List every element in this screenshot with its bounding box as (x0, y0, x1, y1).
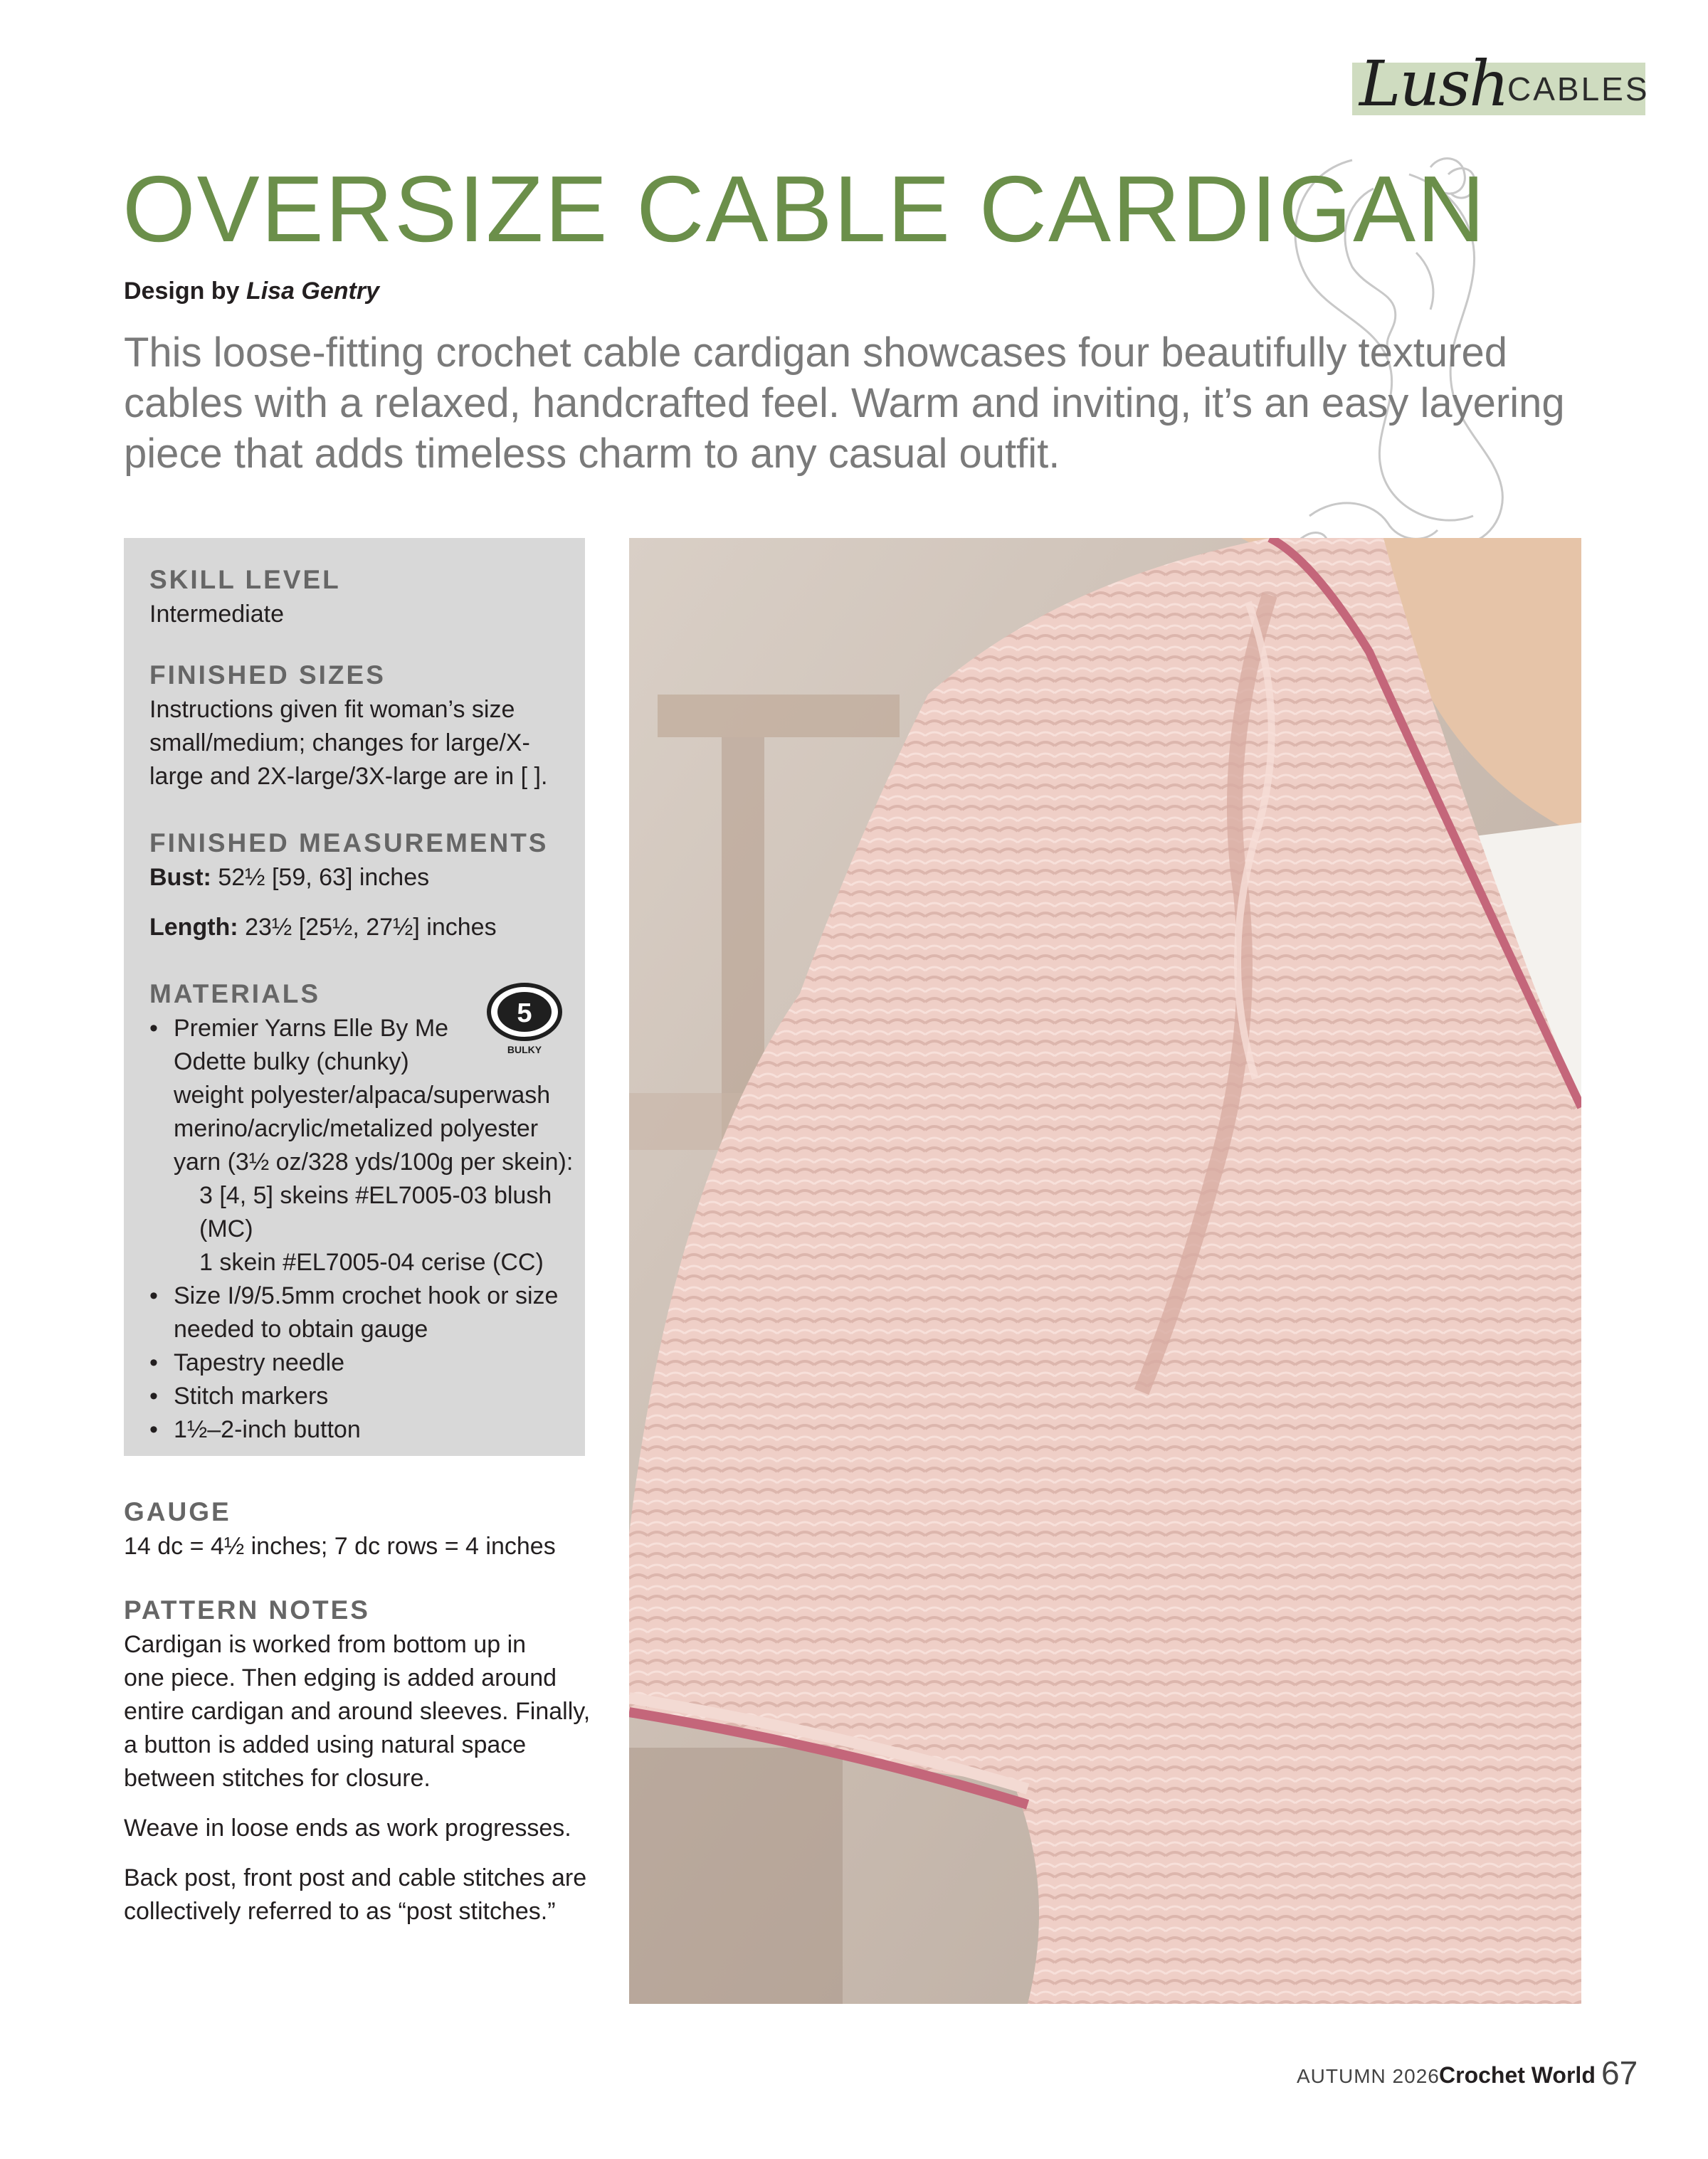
finished-sizes-line: small/medium; changes for large/X- (149, 729, 530, 756)
notes-line: one piece. Then edging is added around (124, 1664, 557, 1691)
materials-list (149, 1012, 576, 1447)
skill-level-value: Intermediate (149, 601, 284, 628)
length-label: Length: (149, 914, 238, 941)
hook-line: needed to obtain gauge (174, 1316, 428, 1343)
section-tag (1352, 47, 1650, 120)
length-measurement (149, 911, 576, 944)
pattern-notes-paragraph-3 (124, 1862, 594, 1928)
yarn-line: yarn (3½ oz/328 yds/100g per skein): (174, 1149, 574, 1176)
pattern-notes-paragraph-2: Weave in loose ends as work progresses. (124, 1815, 571, 1842)
materials-item-button: • 1½–2-inch button (149, 1413, 576, 1447)
materials-item-needle: • Tapestry needle (149, 1346, 576, 1380)
byline-prefix: Design by (124, 278, 240, 305)
bust-value: 52½ [59, 63] inches (218, 864, 430, 891)
finished-sizes-line: large and 2X-large/3X-large are in [ ]. (149, 763, 548, 790)
gauge-value: 14 dc = 4½ inches; 7 dc rows = 4 inches (124, 1533, 556, 1560)
notes-line: Cardigan is worked from bottom up in (124, 1631, 527, 1658)
length-value: 23½ [25½, 27½] inches (245, 914, 497, 941)
materials-list-wrapper (149, 1012, 576, 1447)
info-sidebar (124, 538, 585, 1456)
yarn-line: Odette bulky (chunky) (174, 1048, 409, 1075)
finished-sizes-text (149, 693, 576, 793)
bust-measurement (149, 861, 576, 894)
yarn-line: merino/acrylic/metalized polyester (174, 1115, 539, 1142)
notes-line: Back post, front post and cable stitches are (124, 1864, 587, 1891)
badge-label: BULKY (507, 1044, 542, 1055)
pattern-notes-heading: PATTERN NOTES (124, 1595, 370, 1625)
footer-magazine-name: Crochet World (1439, 2062, 1596, 2088)
cardigan-photo (629, 538, 1581, 2004)
notes-line: collectively referred to as “post stitches.” (124, 1898, 556, 1925)
pattern-notes-paragraph-1 (124, 1628, 594, 1795)
materials-item-markers: • Stitch markers (149, 1380, 576, 1413)
notes-line: entire cardigan and around sleeves. Finally, (124, 1698, 591, 1725)
yarn-skein-cc: 1 skein #EL7005-04 cerise (CC) (199, 1249, 544, 1276)
finished-measurements-heading: FINISHED MEASUREMENTS (149, 828, 549, 857)
notes-line: between stitches for closure. (124, 1765, 431, 1792)
yarn-skein-mc: 3 [4, 5] skeins #EL7005-03 blush (MC) (199, 1182, 552, 1242)
footer-issue: AUTUMN 2026 (1297, 2065, 1440, 2087)
section-tag-script: Lush (1359, 47, 1508, 120)
skill-level-heading: SKILL LEVEL (149, 565, 341, 594)
gauge-heading: GAUGE (124, 1497, 231, 1526)
byline (124, 278, 379, 305)
designer-name: Lisa Gentry (246, 278, 380, 305)
yarn-line: • Premier Yarns Elle By Me (174, 1015, 449, 1042)
badge-number: 5 (517, 998, 532, 1028)
intro-paragraph: This loose-fitting crochet cable cardigan showcases four beautifully textured cables with a relaxed, handcrafted feel. Warm and inviting, it’s an easy layering piece that adds timeless charm to any casual outfit. (124, 329, 1565, 477)
finished-sizes-line: Instructions given fit woman’s size (149, 696, 515, 723)
finished-sizes-heading: FINISHED SIZES (149, 660, 386, 690)
page-title: OVERSIZE CABLE CARDIGAN (122, 157, 1487, 261)
section-tag-caps: CABLES (1507, 70, 1650, 107)
notes-line: a button is added using natural space (124, 1731, 527, 1758)
materials-item-yarn (149, 1012, 576, 1279)
bust-label: Bust: (149, 864, 211, 891)
hook-line: • Size I/9/5.5mm crochet hook or size (174, 1282, 559, 1309)
materials-item-hook (149, 1279, 576, 1346)
yarn-line: weight polyester/alpaca/superwash (174, 1082, 551, 1109)
materials-heading: MATERIALS (149, 979, 321, 1008)
page-number: 67 (1601, 2054, 1638, 2091)
